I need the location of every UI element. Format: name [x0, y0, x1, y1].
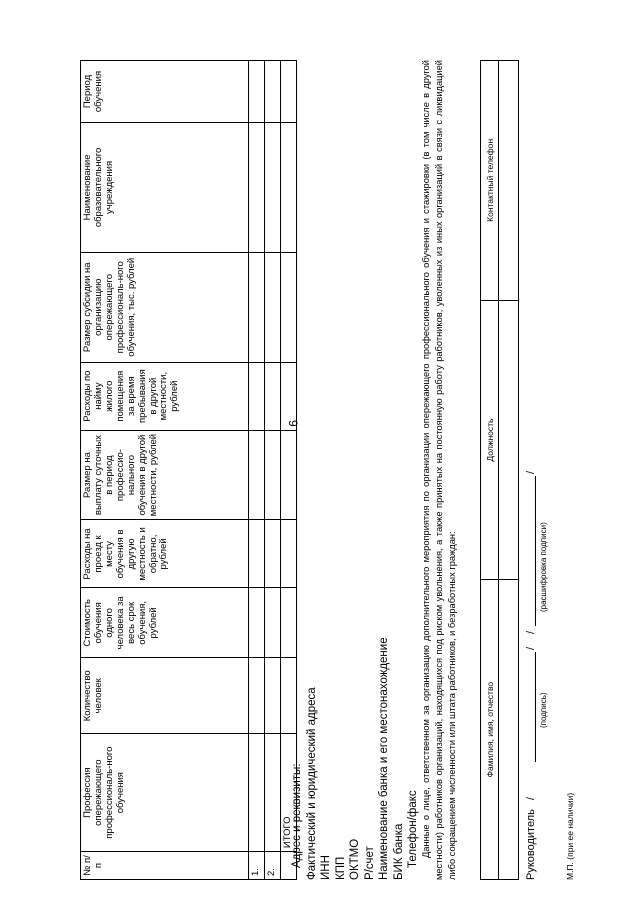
note-text: Данные о лице, ответственном за организацию дополнительного мероприятия по организации опережающего профессионального обучения и стажировки (в том числе в другой местности) работников организаций, находящихся под риском увольнения, а также принятых на постоянную работу работников, уволенных из иных организаций в связи с ликвидацией либо сокращением численности или штата работников, и безработных граждан: [421, 60, 457, 880]
table-header-row [81, 61, 249, 880]
table-cell [265, 734, 281, 852]
table-cell [249, 123, 265, 253]
table-cell [249, 430, 265, 520]
table-row [265, 61, 281, 880]
col-header: Стоимость обучения одного человека за весь срок обучения, рублей [81, 588, 249, 658]
table-cell [249, 520, 265, 588]
contacts-header-row [481, 61, 499, 880]
table-cell [265, 61, 281, 123]
contacts-row [499, 61, 519, 880]
table-cell [265, 362, 281, 430]
requisites-line: БИК банка [392, 823, 405, 880]
contacts-table [480, 60, 519, 880]
table-cell [265, 588, 281, 658]
requisites-line: Фактический и юридический адреса [305, 687, 318, 880]
table-cell [265, 430, 281, 520]
decode-caption: (расшифровка подписи) [539, 522, 548, 612]
table-cell [265, 658, 281, 734]
requisites-line: ОКТМО [349, 838, 361, 880]
rotated-content: № п/п Профессия опережающего профессиональ-ного обучения Количество человек Стоимость обучения одного человека за весь срок обучения, рублей Расходы на проезд к месту обучения в другую местность и обратно, рублей Размер на выплату суточных в период профессио-нального обучения в другой местности, рублей Расходы по найму жилого помещения за время пребывания в другой местности, рублей Размер субсидии на организацию опережающего профессиональ-ного обучения, тыс. рублей Наименование образовательного учреждения Период обучения 1. 2. ИТОГО Адрес и реквизиты: Фактический и юридический адреса ИНН КПП ОКТМО Р/счет Наименование банка и его местонахождение БИК банка Телефон/факс Данные о лице, ответственном за организацию дополнительного мероприятия по организации опережающего профессионального обучения и стажировки (в том числе в другой местности) работников организаций, находящихся под риском увольнения, а также принятых на постоянную работу работников, уволенных из иных организаций в связи с ликвидацией либо сокращением численности или штата работников, и безработных граждан: Фамилия, имя, отчество Должность Контактный телефон Руководитель / / / / (подпись) (расшифровка подписи) М.П. (при ее наличии) [82, 60, 575, 880]
stamp-label: М.П. (при ее наличии) [565, 792, 575, 880]
col-header: Расходы на проезд к месту обучения в другую местность и обратно, рублей [81, 520, 249, 588]
page-number: 9 [286, 420, 300, 427]
requisites-block [290, 637, 421, 880]
requisites-line: ИНН [320, 855, 332, 880]
table-cell [265, 252, 281, 362]
table-cell [249, 588, 265, 658]
signature-line [535, 652, 536, 762]
row-number: 2. [265, 852, 281, 880]
decode-line [535, 476, 536, 626]
subsidy-table [80, 60, 297, 880]
col-header: № п/п [81, 852, 249, 880]
table-cell [281, 252, 297, 362]
col-header: Профессия опережающего профессиональ-ного обучения [81, 734, 249, 852]
table-cell [499, 580, 519, 880]
table-cell [281, 362, 297, 430]
col-header: Размер на выплату суточных в период профессио-нального обучения в другой местности, рублей [81, 430, 249, 520]
responsible-person-note [420, 60, 459, 880]
table-cell [249, 734, 265, 852]
col-header: Количество человек [81, 658, 249, 734]
table-cell [249, 61, 265, 123]
requisites-line: Р/счет [363, 846, 376, 880]
table-cell [281, 61, 297, 123]
col-header: Расходы по найму жилого помещения за время пребывания в другой местности, рублей [81, 362, 249, 430]
requisites-title: Адрес и реквизиты: [291, 763, 303, 868]
head-label: Руководитель / [525, 797, 537, 880]
col-header: Период обучения [81, 61, 249, 123]
row-number: 1. [249, 852, 265, 880]
table-cell [281, 430, 297, 520]
table-cell [249, 252, 265, 362]
table-row [249, 61, 265, 880]
table-cell [499, 61, 519, 301]
table-cell [265, 520, 281, 588]
table-cell [265, 123, 281, 253]
table-cell [499, 300, 519, 580]
total-label: ИТОГО [281, 734, 297, 852]
sign-caption: (подпись) [539, 692, 548, 728]
col-header: Должность [481, 300, 499, 580]
col-header: Контактный телефон [481, 61, 499, 301]
table-cell [281, 123, 297, 253]
col-header: Наименование образовательного учреждения [81, 123, 249, 253]
requisites-line: Телефон/факс [407, 790, 419, 868]
requisites-line: КПП [334, 856, 347, 880]
table-cell [249, 362, 265, 430]
col-header: Фамилия, имя, отчество [481, 580, 499, 880]
col-header: Размер субсидии на организацию опережающего профессиональ-ного обучения, тыс. рублей [81, 252, 249, 362]
requisites-line: Наименование банка и его местонахождение [378, 637, 390, 880]
table-cell [281, 520, 297, 588]
table-cell [249, 658, 265, 734]
